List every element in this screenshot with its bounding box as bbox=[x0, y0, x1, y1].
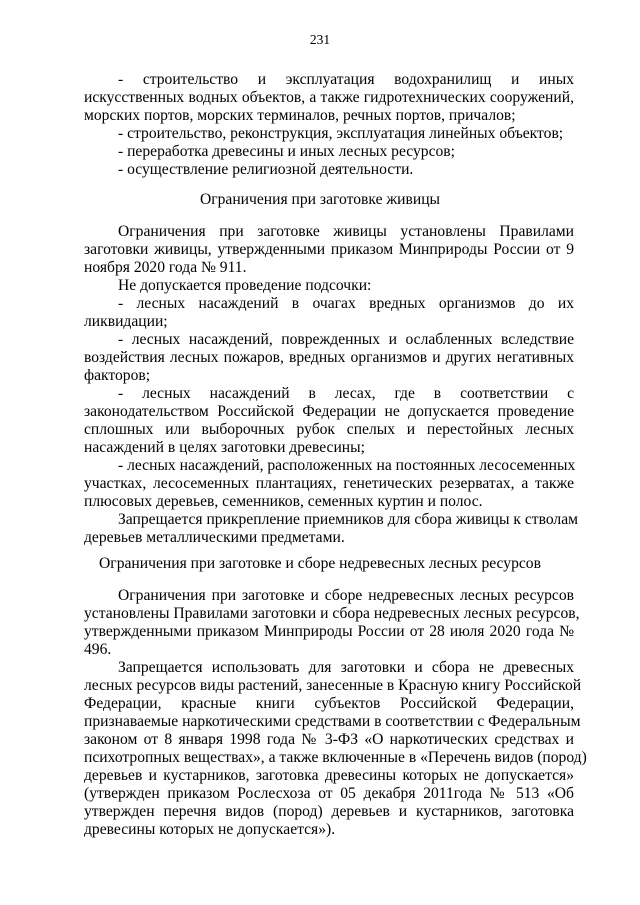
text-line: законодательством Российской Федерации не допускается проведение bbox=[84, 403, 574, 420]
text-line: Запрещается прикрепление приемников для сбора живицы к стволам bbox=[118, 511, 579, 528]
text-line: - переработка древесины и иных лесных ресурсов; bbox=[118, 143, 455, 160]
section-heading: Ограничения при заготовке и сборе недревесных лесных ресурсов bbox=[99, 555, 541, 572]
text-line: Запрещается использовать для заготовки и сбора не древесных bbox=[118, 659, 574, 676]
text-line: утвержденными приказом Минприроды России от 28 июля 2020 года № bbox=[84, 623, 574, 640]
text-line: - лесных насаждений в очагах вредных организмов до их bbox=[118, 295, 574, 312]
text-line: признаваемые наркотическими средствами в соответствии с Федеральным bbox=[84, 713, 581, 730]
text-line: Не допускается проведение подсочки: bbox=[118, 277, 372, 294]
text-line: древесины которых не допускается»). bbox=[84, 821, 336, 838]
text-line: сплошных или выборочных рубок спелых и перестойных лесных bbox=[84, 421, 574, 438]
text-line: морских портов, морских терминалов, речных портов, причалов; bbox=[84, 107, 516, 124]
text-line: деревьев металлическими предметами. bbox=[84, 529, 345, 546]
text-line: установлены Правилами заготовки и сбора недревесных лесных ресурсов, bbox=[84, 605, 580, 622]
text-line: ликвидации; bbox=[84, 313, 168, 330]
text-line: воздействия лесных пожаров, вредных организмов и других негативных bbox=[84, 349, 574, 366]
text-line: ноября 2020 года № 911. bbox=[84, 259, 247, 276]
text-line: Ограничения при заготовке и сборе недревесных лесных ресурсов bbox=[118, 587, 574, 604]
text-line: (утвержден приказом Рослесхоза от 05 декабря 2011года № 513 «Об bbox=[84, 785, 574, 802]
text-line: заготовки живицы, утвержденными приказом Минприроды России от 9 bbox=[84, 241, 574, 258]
text-line: - осуществление религиозной деятельности. bbox=[118, 161, 414, 178]
text-line: психотропных веществах», а также включенные в «Перечень видов (пород) bbox=[84, 749, 587, 766]
text-line: искусственных водных объектов, а также гидротехнических сооружений, bbox=[84, 89, 574, 106]
text-line: плюсовых деревьев, семенников, семенных куртин и полос. bbox=[84, 493, 483, 510]
text-line: факторов; bbox=[84, 367, 151, 384]
text-line: Ограничения при заготовке живицы установлены Правилами bbox=[118, 223, 574, 240]
text-line: 496. bbox=[84, 641, 112, 658]
text-line: утвержден перечня видов (пород) деревьев и кустарников, заготовка bbox=[84, 803, 574, 820]
text-line: - лесных насаждений, расположенных на постоянных лесосеменных bbox=[118, 457, 576, 474]
text-line: - строительство и эксплуатация водохранилищ и иных bbox=[118, 71, 574, 88]
text-line: - лесных насаждений в лесах, где в соответствии с bbox=[118, 385, 574, 402]
text-line: насаждений в целях заготовки древесины; bbox=[84, 439, 365, 456]
text-line: - строительство, реконструкция, эксплуатация линейных объектов; bbox=[118, 125, 564, 142]
text-line: Федерации, красные книги субъектов Российской Федерации, bbox=[84, 695, 574, 712]
text-line: участках, лесосеменных плантациях, генетических резерватах, а также bbox=[84, 475, 574, 492]
text-line: деревьев и кустарников, заготовка древесины которых не допускается» bbox=[84, 767, 574, 784]
text-line: - лесных насаждений, поврежденных и ослабленных вследствие bbox=[118, 331, 574, 348]
page-number: 231 bbox=[309, 32, 331, 47]
text-line: законом от 8 января 1998 года № 3-ФЗ «О наркотических средствах и bbox=[84, 731, 574, 748]
text-line: лесных ресурсов виды растений, занесенные в Красную книгу Российской bbox=[84, 677, 582, 694]
section-heading: Ограничения при заготовке живицы bbox=[199, 191, 441, 208]
